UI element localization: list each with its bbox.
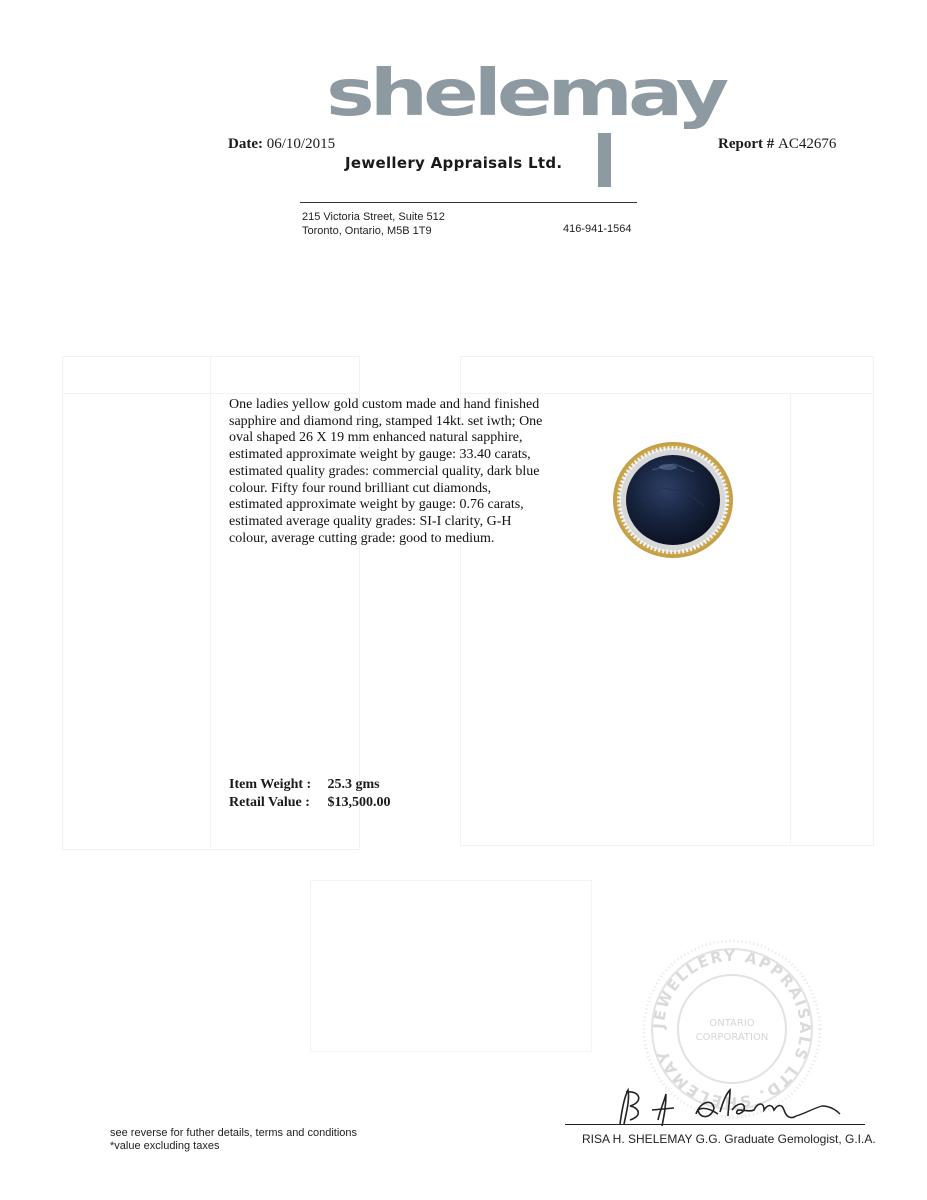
background-form-line	[210, 356, 211, 848]
tax-note: *value excluding taxes	[110, 1140, 220, 1152]
logo-descender	[598, 133, 611, 187]
signature-line	[565, 1124, 865, 1125]
company-address	[302, 210, 445, 238]
ring-photo	[612, 440, 734, 560]
appraiser-name: RISA H. SHELEMAY G.G. Graduate Gemologist, G.I.A.	[582, 1132, 876, 1146]
seal-center-line-2: CORPORATION	[695, 1032, 769, 1043]
seal-center-line-1: ONTARIO	[709, 1018, 755, 1029]
item-weight-row	[229, 777, 380, 793]
report-value: AC42676	[778, 136, 837, 152]
company-phone: 416-941-1564	[563, 223, 632, 235]
date-field	[228, 136, 335, 153]
terms-note: see reverse for futher details, terms and conditions	[110, 1127, 358, 1139]
item-weight-value: 25.3 gms	[327, 777, 380, 792]
company-name: Jewellery Appraisals Ltd.	[345, 154, 563, 172]
company-logo-wordmark: shelemay	[326, 56, 725, 131]
background-diamond-diagram	[310, 880, 592, 1052]
item-weight-label: Item Weight :	[229, 777, 312, 792]
address-line-1: 215 Victoria Street, Suite 512	[302, 211, 445, 223]
retail-value-amount: $13,500.00	[327, 795, 391, 810]
report-label: Report #	[718, 136, 775, 152]
background-form-line	[790, 393, 791, 844]
retail-value-label: Retail Value :	[229, 795, 310, 810]
report-number-field	[718, 136, 836, 153]
appraiser-signature	[600, 1080, 850, 1130]
background-form-line	[460, 393, 872, 394]
retail-value-row	[229, 795, 391, 811]
date-value: 06/10/2015	[266, 136, 336, 152]
seal-ring-text: JEWELLERY APPRAISALS LTD. SHELEMAY	[649, 946, 815, 1112]
address-line-2: Toronto, Ontario, M5B 1T9	[302, 225, 432, 237]
header-divider	[300, 202, 637, 203]
date-label: Date:	[228, 136, 263, 152]
item-description: One ladies yellow gold custom made and hand finished sapphire and diamond ring, stamped 14kt. set iwth; One oval shaped 26 X 19 mm enhanced natural sapphire, estimated approximate weight by gauge: 33.40 carats, estimated quality grades: commercial quality, dark blue colour. Fifty four round brilliant cut diamonds, estimated approximate weight by gauge: 0.76 carats, estimated average quality grades: SI-I clarity, G-H colour, average cutting grade: good to medium.	[229, 397, 543, 546]
footer-notes	[110, 1127, 357, 1153]
